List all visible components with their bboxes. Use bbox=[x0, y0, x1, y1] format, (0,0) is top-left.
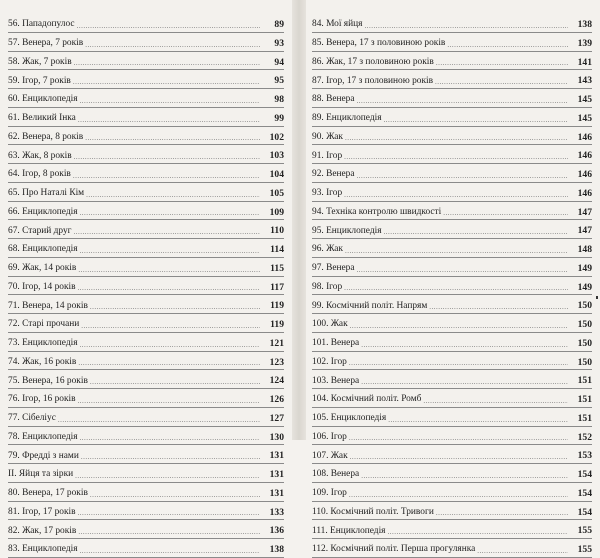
toc-entry-title: 108. Венера bbox=[312, 469, 360, 480]
toc-entry[interactable] bbox=[312, 70, 592, 89]
toc-entry-page-number: 109 bbox=[269, 206, 284, 218]
toc-entry-title: 67. Старий друг bbox=[8, 225, 72, 236]
toc-dot-leader bbox=[73, 173, 260, 180]
toc-entry-title: 79. Фредді з нами bbox=[8, 450, 79, 461]
toc-entry[interactable] bbox=[312, 202, 592, 221]
toc-entry-page-number: 139 bbox=[577, 37, 592, 49]
toc-dot-leader bbox=[429, 304, 568, 311]
toc-dot-leader bbox=[80, 248, 260, 255]
toc-dot-leader bbox=[388, 417, 568, 424]
toc-entry[interactable] bbox=[8, 33, 284, 52]
toc-entry[interactable] bbox=[8, 202, 284, 221]
toc-entry-title: 62. Венера, 8 років bbox=[8, 131, 84, 142]
toc-entry[interactable] bbox=[8, 333, 284, 352]
toc-entry-page-number: 131 bbox=[269, 469, 284, 481]
toc-dot-leader bbox=[85, 42, 260, 49]
toc-entry-page-number: 123 bbox=[269, 356, 284, 368]
toc-dot-leader bbox=[77, 23, 260, 30]
toc-entry-title: 65. Про Наталі Кім bbox=[8, 188, 85, 199]
toc-dot-leader bbox=[74, 229, 261, 236]
toc-entry-page-number: 110 bbox=[270, 225, 284, 237]
toc-entry-page-number: 154 bbox=[577, 487, 592, 499]
toc-entry[interactable] bbox=[8, 145, 284, 164]
toc-entry[interactable] bbox=[312, 333, 592, 352]
toc-dot-leader bbox=[350, 323, 568, 330]
toc-dot-leader bbox=[357, 98, 568, 105]
toc-entry-page-number: 130 bbox=[269, 431, 284, 443]
toc-entry[interactable] bbox=[312, 483, 592, 502]
toc-entry[interactable] bbox=[8, 314, 284, 333]
toc-dot-leader bbox=[74, 154, 260, 161]
toc-entry-page-number: 95 bbox=[274, 75, 284, 87]
toc-dot-leader bbox=[357, 173, 568, 180]
toc-dot-leader bbox=[73, 79, 260, 86]
toc-entry-page-number: 149 bbox=[577, 281, 592, 293]
toc-dot-leader bbox=[78, 529, 260, 536]
toc-entry-title: 77. Сібеліус bbox=[8, 413, 56, 424]
toc-dot-leader bbox=[78, 510, 260, 517]
toc-entry-page-number: 151 bbox=[577, 375, 592, 387]
toc-entry[interactable] bbox=[312, 183, 592, 202]
toc-entry-title: 103. Венера bbox=[312, 375, 360, 386]
toc-entry-page-number: 93 bbox=[274, 37, 284, 49]
toc-dot-leader bbox=[384, 117, 568, 124]
toc-dot-leader bbox=[78, 267, 260, 274]
toc-entry-page-number: 145 bbox=[577, 112, 592, 124]
toc-entry-title: 95. Енциклопедія bbox=[312, 225, 382, 236]
toc-entry-title: 69. Жак, 14 років bbox=[8, 263, 77, 274]
toc-entry-page-number: 154 bbox=[577, 469, 592, 481]
toc-entry-title: 93. Ігор bbox=[312, 188, 343, 199]
toc-entry-title: 80. Венера, 17 років bbox=[8, 488, 88, 499]
toc-dot-leader bbox=[81, 323, 260, 330]
toc-dot-leader bbox=[78, 398, 260, 405]
toc-entry[interactable] bbox=[8, 14, 284, 33]
toc-entry-title: 76. Ігор, 16 років bbox=[8, 394, 76, 405]
toc-entry-title: 86. Жак, 17 з половиною років bbox=[312, 56, 434, 67]
toc-entry[interactable] bbox=[8, 258, 284, 277]
toc-entry-page-number: 151 bbox=[577, 412, 592, 424]
toc-entry[interactable] bbox=[8, 239, 284, 258]
toc-entry-title: 102. Ігор bbox=[312, 356, 347, 367]
toc-dot-leader bbox=[344, 192, 568, 199]
toc-left-page bbox=[0, 0, 292, 556]
toc-dot-leader bbox=[81, 454, 260, 461]
toc-entry[interactable] bbox=[312, 89, 592, 108]
toc-dot-leader bbox=[357, 267, 568, 274]
toc-entry[interactable] bbox=[8, 370, 284, 389]
toc-entry-title: 104. Космічний політ. Ромб bbox=[312, 394, 422, 405]
toc-entry-page-number: 155 bbox=[577, 544, 592, 556]
toc-dot-leader bbox=[350, 454, 568, 461]
toc-entry-page-number: 147 bbox=[577, 206, 592, 218]
toc-entry-page-number: 131 bbox=[269, 487, 284, 499]
toc-entry-page-number: 133 bbox=[269, 506, 284, 518]
toc-entry[interactable] bbox=[8, 183, 284, 202]
toc-dot-leader bbox=[435, 79, 568, 86]
toc-entry[interactable] bbox=[8, 464, 284, 483]
toc-entry-page-number: 89 bbox=[274, 19, 284, 31]
toc-dot-leader bbox=[80, 98, 260, 105]
toc-dot-leader bbox=[58, 417, 260, 424]
toc-entry-page-number: 146 bbox=[577, 169, 592, 181]
toc-entry-title: 72. Старі прочани bbox=[8, 319, 80, 330]
toc-entry-title: 84. Мої яйця bbox=[312, 19, 363, 30]
toc-entry[interactable] bbox=[312, 108, 592, 127]
toc-entry-title: 81. Ігор, 17 років bbox=[8, 506, 76, 517]
toc-entry-page-number: 146 bbox=[577, 150, 592, 162]
toc-entry[interactable] bbox=[8, 127, 284, 146]
toc-entry-page-number: 141 bbox=[577, 56, 592, 68]
toc-entry-title: 94. Техніка контролю швидкості bbox=[312, 206, 442, 217]
toc-entry[interactable] bbox=[312, 520, 592, 539]
toc-entry-title: 74. Жак, 16 років bbox=[8, 356, 77, 367]
toc-entry[interactable] bbox=[312, 427, 592, 446]
toc-entry-title: 96. Жак bbox=[312, 244, 343, 255]
toc-entry-page-number: 154 bbox=[577, 506, 592, 518]
toc-entry-title: 89. Енциклопедія bbox=[312, 113, 382, 124]
toc-entry-page-number: 153 bbox=[577, 450, 592, 462]
toc-dot-leader bbox=[75, 473, 260, 480]
toc-entry[interactable] bbox=[8, 502, 284, 521]
toc-entry[interactable] bbox=[8, 389, 284, 408]
toc-dot-leader bbox=[361, 379, 568, 386]
toc-entry[interactable] bbox=[312, 464, 592, 483]
toc-entry-title: 98. Ігор bbox=[312, 281, 343, 292]
toc-entry[interactable] bbox=[312, 127, 592, 146]
toc-entry-page-number: 121 bbox=[269, 337, 284, 349]
toc-entry[interactable] bbox=[312, 258, 592, 277]
toc-entry[interactable] bbox=[312, 277, 592, 296]
toc-entry-title: 87. Ігор, 17 з половиною років bbox=[312, 75, 434, 86]
toc-entry-title: 75. Венера, 16 років bbox=[8, 375, 88, 386]
toc-dot-leader bbox=[345, 135, 568, 142]
toc-dot-leader bbox=[447, 42, 568, 49]
toc-dot-leader bbox=[361, 342, 568, 349]
toc-dot-leader bbox=[80, 210, 260, 217]
toc-dot-leader bbox=[344, 285, 568, 292]
toc-entry-page-number: 102 bbox=[269, 131, 284, 143]
toc-entry-title: 61. Великий Інка bbox=[8, 113, 76, 124]
toc-entry-page-number: 146 bbox=[577, 131, 592, 143]
toc-entry[interactable] bbox=[8, 483, 284, 502]
toc-entry[interactable] bbox=[8, 277, 284, 296]
toc-entry[interactable] bbox=[312, 408, 592, 427]
toc-dot-leader bbox=[423, 398, 568, 405]
toc-dot-leader bbox=[388, 529, 569, 536]
toc-entry-page-number: 155 bbox=[577, 525, 592, 537]
toc-entry[interactable] bbox=[312, 220, 592, 239]
toc-entry[interactable] bbox=[312, 502, 592, 521]
page-edge-mark bbox=[596, 296, 598, 299]
book-gutter bbox=[292, 0, 306, 440]
toc-entry[interactable] bbox=[312, 370, 592, 389]
toc-entry-page-number: 143 bbox=[577, 75, 592, 87]
toc-entry[interactable] bbox=[8, 70, 284, 89]
toc-entry[interactable] bbox=[8, 52, 284, 71]
toc-entry-page-number: 145 bbox=[577, 94, 592, 106]
toc-entry-page-number: 147 bbox=[577, 225, 592, 237]
toc-entry-title: 58. Жак, 7 років bbox=[8, 56, 72, 67]
toc-entry-title: 59. Ігор, 7 років bbox=[8, 75, 71, 86]
toc-entry[interactable] bbox=[312, 445, 592, 464]
toc-entry-title: 106. Ігор bbox=[312, 431, 347, 442]
toc-entry-title: II. Яйця та зірки bbox=[8, 469, 74, 480]
toc-entry-title: 73. Енциклопедія bbox=[8, 338, 78, 349]
toc-entry-page-number: 150 bbox=[577, 337, 592, 349]
toc-entry-page-number: 127 bbox=[269, 412, 284, 424]
toc-dot-leader bbox=[345, 248, 568, 255]
toc-right-page bbox=[306, 0, 600, 556]
toc-entry-page-number: 119 bbox=[270, 300, 284, 312]
toc-dot-leader bbox=[78, 117, 260, 124]
toc-entry[interactable] bbox=[312, 389, 592, 408]
toc-entry-title: 110. Космічний політ. Тривоги bbox=[312, 506, 434, 517]
toc-dot-leader bbox=[78, 285, 260, 292]
toc-entry[interactable] bbox=[312, 295, 592, 314]
toc-entry-page-number: 115 bbox=[270, 262, 284, 274]
toc-entry-page-number: 136 bbox=[269, 525, 284, 537]
toc-dot-leader bbox=[80, 342, 260, 349]
toc-dot-leader bbox=[349, 492, 568, 499]
toc-entry[interactable] bbox=[312, 539, 592, 558]
toc-entry[interactable] bbox=[8, 220, 284, 239]
toc-entry-title: 57. Венера, 7 років bbox=[8, 38, 84, 49]
toc-entry-page-number: 138 bbox=[577, 19, 592, 31]
toc-entry-title: 83. Енциклопедія bbox=[8, 544, 78, 555]
toc-dot-leader bbox=[364, 23, 568, 30]
toc-entry-title: 88. Венера bbox=[312, 94, 355, 105]
toc-entry[interactable] bbox=[312, 314, 592, 333]
toc-entry-title: 92. Венера bbox=[312, 169, 355, 180]
toc-dot-leader bbox=[477, 548, 568, 555]
toc-entry-title: 112. Космічний політ. Перша прогулянка bbox=[312, 544, 476, 555]
toc-dot-leader bbox=[349, 360, 568, 367]
toc-dot-leader bbox=[90, 304, 260, 311]
toc-entry-title: 90. Жак bbox=[312, 131, 343, 142]
toc-entry-page-number: 105 bbox=[269, 187, 284, 199]
toc-entry[interactable] bbox=[8, 295, 284, 314]
toc-entry-title: 64. Ігор, 8 років bbox=[8, 169, 71, 180]
toc-dot-leader bbox=[384, 229, 568, 236]
toc-entry[interactable] bbox=[312, 352, 592, 371]
toc-entry[interactable] bbox=[312, 14, 592, 33]
toc-entry[interactable] bbox=[8, 539, 284, 558]
toc-dot-leader bbox=[80, 435, 260, 442]
toc-entry[interactable] bbox=[8, 89, 284, 108]
toc-dot-leader bbox=[78, 360, 260, 367]
toc-entry-title: 66. Енциклопедія bbox=[8, 206, 78, 217]
toc-dot-leader bbox=[436, 60, 568, 67]
toc-entry-page-number: 119 bbox=[270, 319, 284, 331]
toc-entry-page-number: 104 bbox=[269, 169, 284, 181]
toc-entry-page-number: 150 bbox=[577, 356, 592, 368]
toc-entry-page-number: 131 bbox=[269, 450, 284, 462]
toc-dot-leader bbox=[86, 192, 260, 199]
toc-entry-title: 82. Жак, 17 років bbox=[8, 525, 77, 536]
toc-entry-page-number: 150 bbox=[577, 319, 592, 331]
toc-entry-page-number: 94 bbox=[274, 56, 284, 68]
toc-entry-title: 105. Енциклопедія bbox=[312, 413, 387, 424]
toc-dot-leader bbox=[90, 492, 260, 499]
toc-entry-page-number: 98 bbox=[274, 94, 284, 106]
toc-entry-title: 91. Ігор bbox=[312, 150, 343, 161]
toc-entry-title: 56. Пападопулос bbox=[8, 19, 75, 30]
toc-entry-title: 111. Енциклопедія bbox=[312, 525, 386, 536]
toc-entry-page-number: 126 bbox=[269, 394, 284, 406]
toc-entry[interactable] bbox=[8, 445, 284, 464]
toc-entry-title: 107. Жак bbox=[312, 450, 348, 461]
toc-entry-title: 60. Енциклопедія bbox=[8, 94, 78, 105]
toc-dot-leader bbox=[80, 548, 260, 555]
toc-entry[interactable] bbox=[8, 408, 284, 427]
toc-dot-leader bbox=[349, 435, 568, 442]
toc-dot-leader bbox=[74, 60, 260, 67]
toc-entry-page-number: 138 bbox=[269, 544, 284, 556]
toc-entry[interactable] bbox=[312, 164, 592, 183]
toc-entry-title: 78. Енциклопедія bbox=[8, 431, 78, 442]
toc-entry-title: 99. Космічний політ. Напрям bbox=[312, 300, 428, 311]
toc-entry-page-number: 151 bbox=[577, 394, 592, 406]
toc-dot-leader bbox=[90, 379, 260, 386]
toc-dot-leader bbox=[85, 135, 260, 142]
toc-entry-page-number: 124 bbox=[269, 375, 284, 387]
toc-dot-leader bbox=[344, 154, 568, 161]
toc-entry-page-number: 146 bbox=[577, 187, 592, 199]
toc-dot-leader bbox=[361, 473, 568, 480]
toc-entry-page-number: 152 bbox=[577, 431, 592, 443]
toc-entry-title: 85. Венера, 17 з половиною років bbox=[312, 38, 446, 49]
toc-entry-title: 101. Венера bbox=[312, 338, 360, 349]
toc-entry[interactable] bbox=[8, 427, 284, 446]
toc-entry[interactable] bbox=[312, 239, 592, 258]
toc-entry[interactable] bbox=[312, 52, 592, 71]
toc-entry[interactable] bbox=[312, 145, 592, 164]
toc-entry-page-number: 99 bbox=[274, 112, 284, 124]
toc-entry[interactable] bbox=[8, 520, 284, 539]
toc-entry-page-number: 117 bbox=[270, 281, 284, 293]
toc-dot-leader bbox=[443, 210, 568, 217]
toc-entry-page-number: 149 bbox=[577, 262, 592, 274]
toc-dot-leader bbox=[436, 510, 568, 517]
toc-entry-page-number: 150 bbox=[577, 300, 592, 312]
toc-entry-title: 109. Ігор bbox=[312, 488, 347, 499]
toc-entry-page-number: 114 bbox=[270, 244, 284, 256]
toc-entry-title: 71. Венера, 14 років bbox=[8, 300, 88, 311]
toc-entry[interactable] bbox=[312, 33, 592, 52]
toc-entry[interactable] bbox=[8, 352, 284, 371]
toc-entry-page-number: 148 bbox=[577, 244, 592, 256]
toc-entry-title: 100. Жак bbox=[312, 319, 348, 330]
toc-entry[interactable] bbox=[8, 108, 284, 127]
toc-entry-title: 70. Ігор, 14 років bbox=[8, 281, 76, 292]
toc-entry-title: 97. Венера bbox=[312, 263, 355, 274]
toc-entry-title: 68. Енциклопедія bbox=[8, 244, 78, 255]
toc-entry[interactable] bbox=[8, 164, 284, 183]
toc-entry-title: 63. Жак, 8 років bbox=[8, 150, 72, 161]
toc-entry-page-number: 103 bbox=[269, 150, 284, 162]
